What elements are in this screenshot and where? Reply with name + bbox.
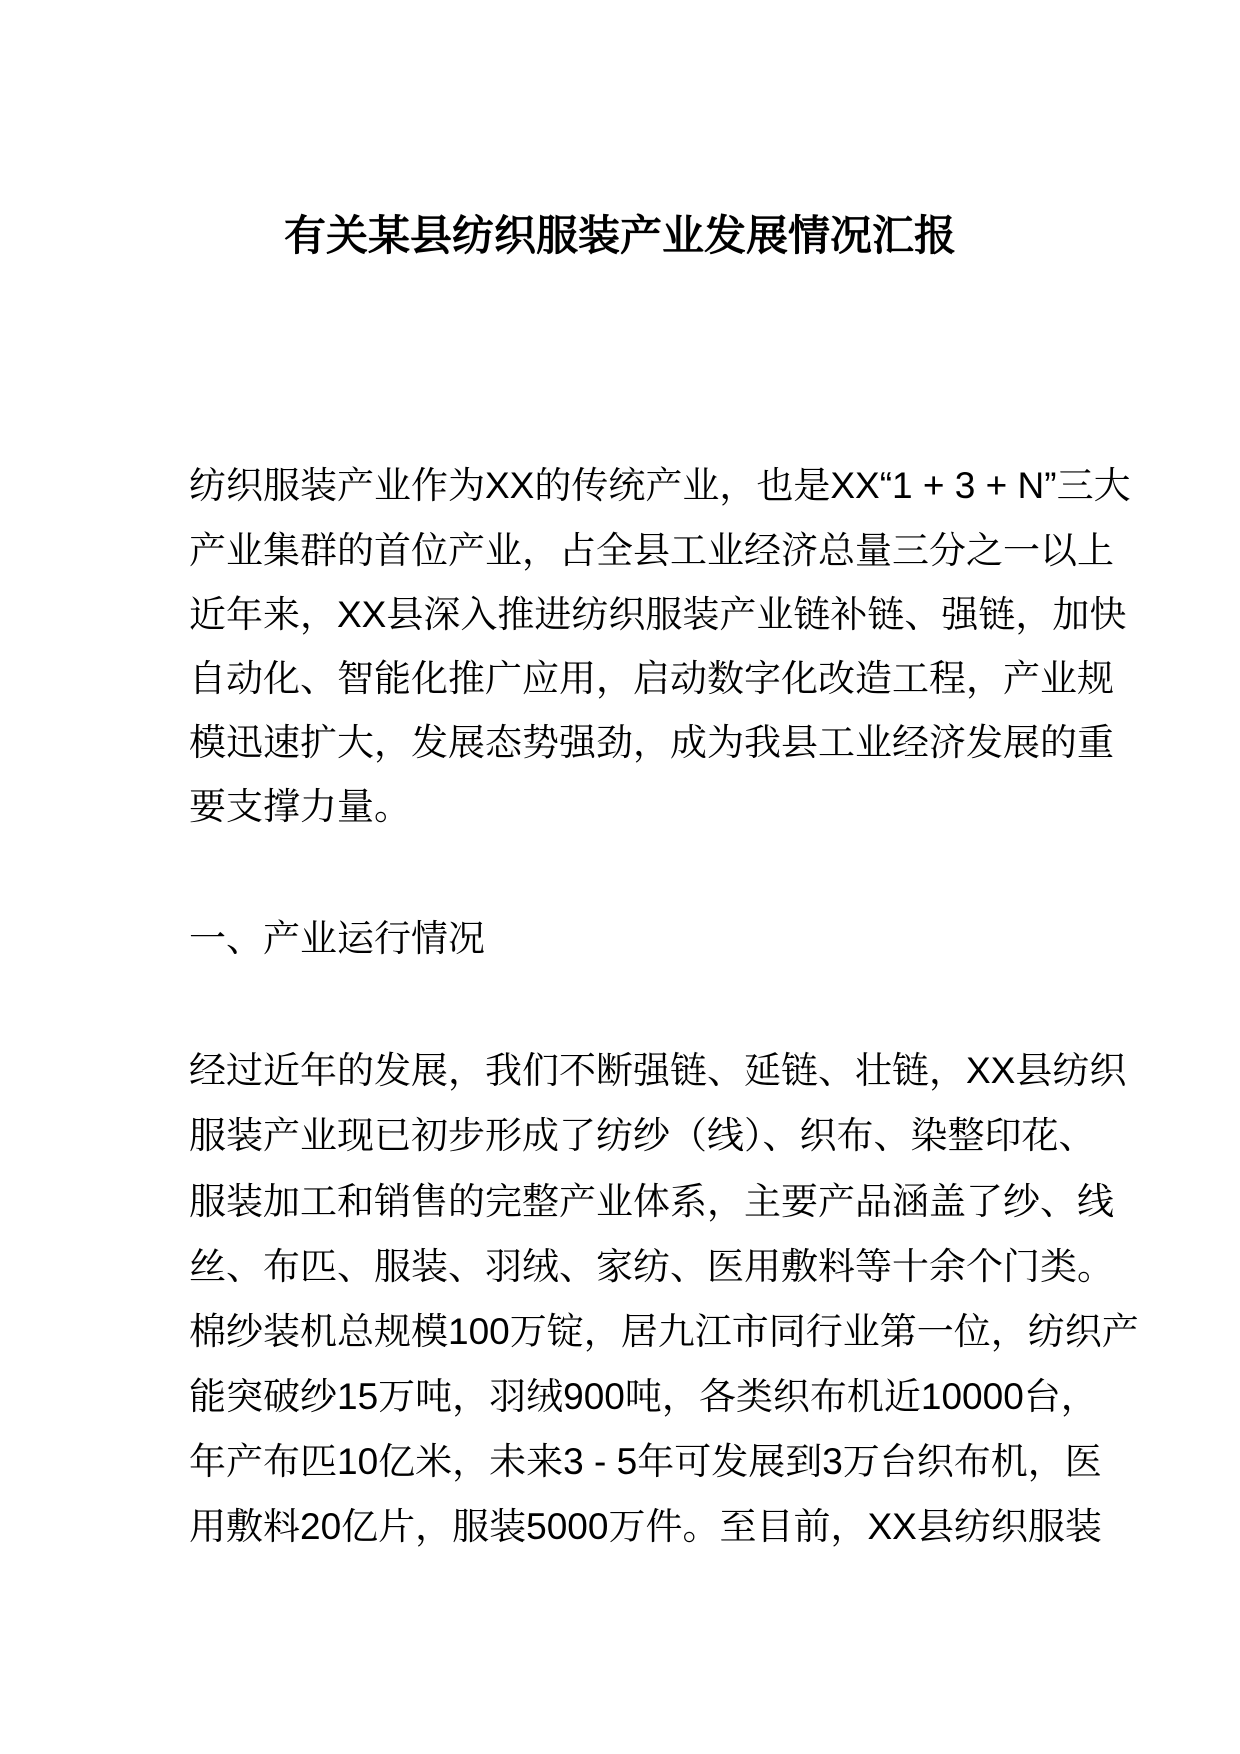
text-line: 近年来，XX县深入推进纺织服装产业链补链、强链，加快 <box>189 594 1127 635</box>
text-line: 丝、布匹、服装、羽绒、家纺、医用敷料等十余个门类。 <box>189 1246 1114 1287</box>
text-line: 自动化、智能化推广应用，启动数字化改造工程，产业规 <box>189 658 1114 699</box>
text-line: 服装加工和销售的完整产业体系，主要产品涵盖了纱、线 <box>189 1181 1114 1222</box>
document-title: 有关某县纺织服装产业发展情况汇报 <box>283 212 956 259</box>
text-line: 年产布匹10亿米，未来3 - 5年可发展到3万台织布机，医 <box>189 1441 1102 1482</box>
text-line: 要支撑力量。 <box>189 786 411 827</box>
text-line: 能突破纱15万吨，羽绒900吨，各类织布机近10000台， <box>189 1376 1098 1417</box>
text-line: 模迅速扩大，发展态势强劲，成为我县工业经济发展的重 <box>189 722 1114 763</box>
section-heading: 一、产业运行情况 <box>189 918 485 959</box>
text-line: 服装产业现已初步形成了纺纱（线）、织布、染整印花、 <box>189 1115 1096 1156</box>
text-line: 产业集群的首位产业，占全县工业经济总量三分之一以上 <box>189 530 1114 571</box>
text-line: 用敷料20亿片，服装5000万件。至目前，XX县纺织服装 <box>189 1506 1102 1547</box>
text-line: 纺织服装产业作为XX的传统产业，也是XX“1 + 3 + N”三大 <box>189 465 1131 506</box>
text-line: 棉纱装机总规模100万锭，居九江市同行业第一位，纺织产 <box>189 1311 1139 1352</box>
text-line: 经过近年的发展，我们不断强链、延链、壮链，XX县纺织 <box>189 1050 1127 1091</box>
